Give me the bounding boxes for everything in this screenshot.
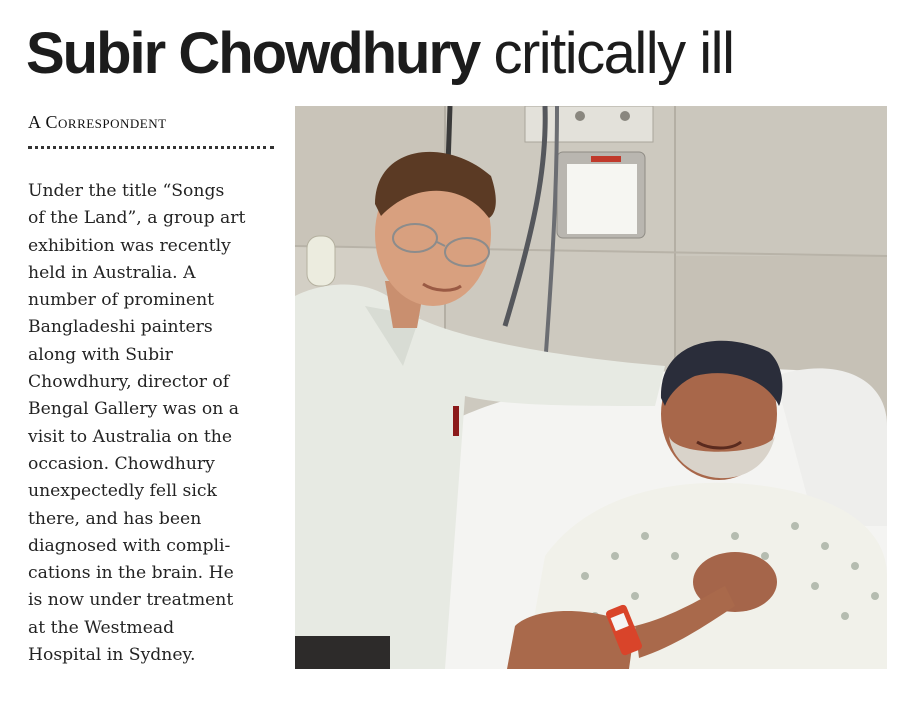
article-body bbox=[28, 178, 286, 669]
body-line: Chowdhury, director of bbox=[28, 372, 230, 393]
body-line: Under the title “Songs bbox=[28, 181, 225, 201]
body-line: held in Australia. A bbox=[28, 262, 196, 283]
body-line: exhibition was recently bbox=[28, 235, 231, 256]
photo-illustration bbox=[295, 106, 887, 669]
body-line: along with Subir bbox=[28, 344, 173, 365]
body-line: of the Land”, a group art bbox=[28, 208, 246, 229]
body-line: Bangladeshi painters bbox=[28, 317, 213, 338]
body-line: occasion. Chowdhury bbox=[28, 453, 215, 474]
headline-rest: critically ill bbox=[493, 21, 734, 86]
body-line: unexpectedly fell sick bbox=[28, 481, 217, 502]
body-line: diagnosed with compli- bbox=[28, 535, 231, 556]
headline-name: Subir Chowdhury bbox=[26, 21, 480, 86]
body-line: number of prominent bbox=[28, 290, 215, 311]
body-line: at the Westmead bbox=[28, 617, 175, 638]
body-line: Bengal Gallery was on a bbox=[28, 399, 239, 420]
byline: A Correspondent bbox=[28, 112, 167, 132]
body-line: there, and has been bbox=[28, 508, 202, 529]
body-line: is now under treatment bbox=[28, 590, 234, 611]
article-headline bbox=[26, 14, 733, 94]
body-line: visit to Australia on the bbox=[28, 426, 233, 447]
byline-divider bbox=[28, 146, 274, 149]
news-photo bbox=[295, 106, 887, 669]
body-line: Hospital in Sydney. bbox=[28, 645, 196, 666]
body-line: cations in the brain. He bbox=[28, 563, 234, 584]
